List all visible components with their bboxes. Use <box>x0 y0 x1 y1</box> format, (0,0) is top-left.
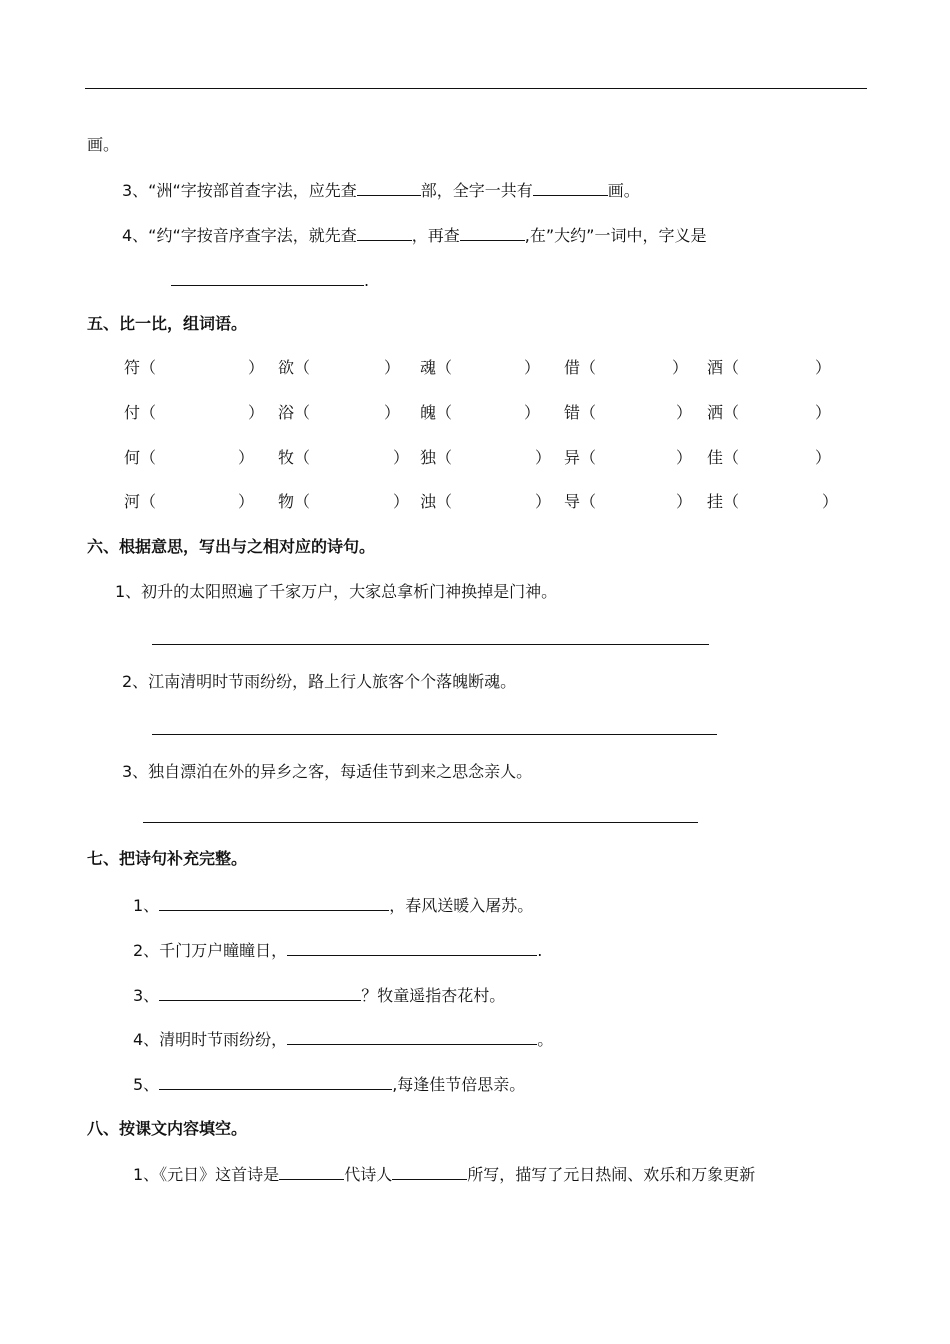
word-group-close: ） <box>815 403 832 422</box>
word-group-prompt: 洒（ <box>707 403 740 422</box>
word-group-prompt: 付（ <box>124 403 157 422</box>
word-group-prompt: 独（ <box>420 448 453 467</box>
poem-line-2: 2、千门万户瞳瞳日， . <box>133 941 543 960</box>
word-group-close: ） <box>238 448 255 467</box>
word-group-prompt: 魂（ <box>420 358 453 377</box>
answer-blank[interactable] <box>392 1164 467 1180</box>
poem-line-1: 1、 ，春风送暖入屠苏。 <box>133 896 534 915</box>
poem-line-4: 4、清明时节雨纷纷， 。 <box>133 1030 554 1049</box>
word-group-close: ） <box>676 492 693 511</box>
meaning-item-2: 2、江南清明时节雨纷纷，路上行人旅客个个落魄断魂。 <box>122 672 517 691</box>
answer-blank[interactable] <box>159 895 389 911</box>
continued-text: 画。 <box>87 135 120 154</box>
word-group-close: ） <box>676 403 693 422</box>
question-4-4-continuation: . <box>171 270 369 291</box>
answer-line[interactable] <box>152 734 717 735</box>
meaning-item-1: 1、初升的太阳照遍了千家万户，大家总拿析门神换掉是门神。 <box>115 582 558 601</box>
word-group-prompt: 借（ <box>564 358 597 377</box>
word-group-close: ） <box>524 358 541 377</box>
word-group-prompt: 魄（ <box>420 403 453 422</box>
question-8-1: 1、《元日》这首诗是 代诗人 所写，描写了元日热闹、欢乐和万象更新 <box>133 1165 756 1184</box>
word-group-close: ） <box>815 448 832 467</box>
word-group-prompt: 河（ <box>124 492 157 511</box>
question-4-3: 3、“洲“字按部首查字法，应先查 部，全字一共有 画。 <box>122 181 640 200</box>
word-group-prompt: 酒（ <box>707 358 740 377</box>
word-group-prompt: 牧（ <box>278 448 311 467</box>
word-group-prompt: 导（ <box>564 492 597 511</box>
word-group-close: ） <box>393 448 410 467</box>
word-group-prompt: 欲（ <box>278 358 311 377</box>
answer-blank[interactable] <box>279 1164 344 1180</box>
word-group-prompt: 浊（ <box>420 492 453 511</box>
word-group-prompt: 异（ <box>564 448 597 467</box>
answer-blank[interactable] <box>159 1074 392 1090</box>
word-group-close: ） <box>676 448 693 467</box>
word-group-close: ） <box>535 492 552 511</box>
word-group-close: ） <box>535 448 552 467</box>
section-8-title: 八、按课文内容填空。 <box>87 1119 248 1138</box>
word-group-close: ） <box>815 358 832 377</box>
answer-blank[interactable] <box>460 225 525 241</box>
word-group-close: ） <box>672 358 689 377</box>
answer-blank[interactable] <box>357 225 412 241</box>
word-group-close: ） <box>248 403 265 422</box>
meaning-item-3: 3、独自漂泊在外的异乡之客，每适佳节到来之思念亲人。 <box>122 762 533 781</box>
word-group-prompt: 符（ <box>124 358 157 377</box>
word-group-close: ） <box>248 358 265 377</box>
word-group-close: ） <box>238 492 255 511</box>
answer-blank[interactable] <box>287 1029 537 1045</box>
word-group-close: ） <box>822 492 839 511</box>
answer-line[interactable] <box>143 822 698 823</box>
word-group-close: ） <box>384 403 401 422</box>
poem-line-5: 5、 ,每逢佳节倍思亲。 <box>133 1075 526 1094</box>
section-6-title: 六、根据意思，写出与之相对应的诗句。 <box>87 537 376 556</box>
word-group-prompt: 佳（ <box>707 448 740 467</box>
section-5-title: 五、比一比，组词语。 <box>87 314 248 333</box>
word-group-prompt: 挂（ <box>707 492 740 511</box>
word-group-close: ） <box>393 492 410 511</box>
word-group-prompt: 何（ <box>124 448 157 467</box>
header-rule <box>85 88 867 89</box>
word-group-close: ） <box>384 358 401 377</box>
word-group-prompt: 错（ <box>564 403 597 422</box>
answer-blank[interactable] <box>171 270 364 286</box>
word-group-prompt: 浴（ <box>278 403 311 422</box>
answer-blank[interactable] <box>287 940 537 956</box>
answer-blank[interactable] <box>357 180 421 196</box>
answer-blank[interactable] <box>159 985 361 1001</box>
question-4-4: 4、“约“字按音序查字法，就先查 ，再查 ,在”大约”一词中，字义是 <box>122 226 707 245</box>
word-group-prompt: 物（ <box>278 492 311 511</box>
answer-line[interactable] <box>152 644 709 645</box>
poem-line-3: 3、 ？牧童遥指杏花村。 <box>133 986 506 1005</box>
answer-blank[interactable] <box>533 180 608 196</box>
section-7-title: 七、把诗句补充完整。 <box>87 849 248 868</box>
word-group-close: ） <box>524 403 541 422</box>
